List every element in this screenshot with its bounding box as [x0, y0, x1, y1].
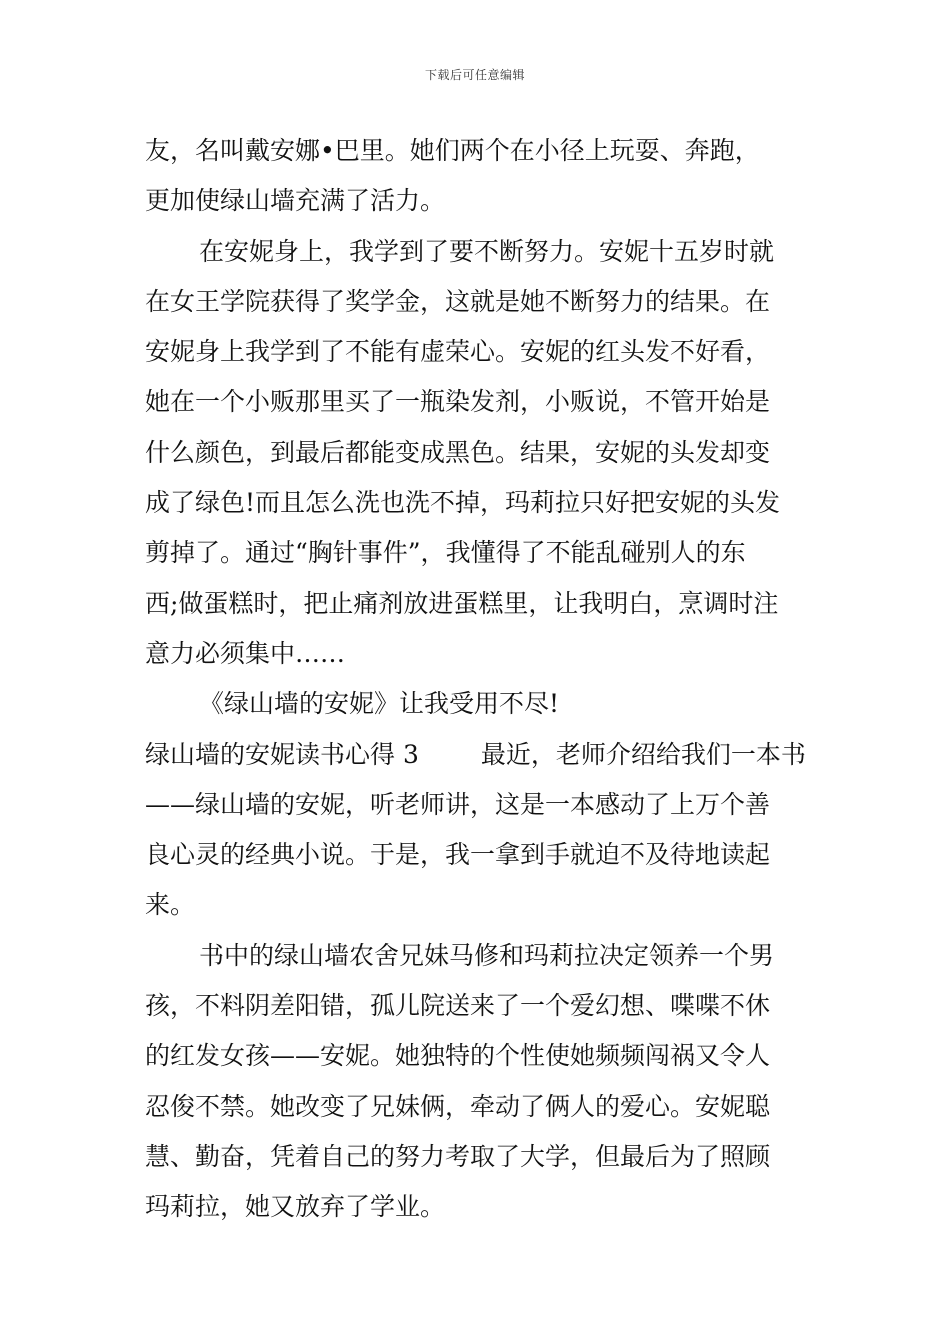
text-line: 意力必须集中……: [145, 638, 346, 668]
document-body: [145, 126, 810, 1233]
text-line: 在安妮身上，我学到了要不断努力。安妮十五岁时就: [199, 236, 775, 266]
text-line: 《绿山墙的安妮》让我受用不尽!: [199, 689, 560, 719]
page-header: 下载后可任意编辑: [424, 68, 525, 82]
text-line: 她在一个小贩那里买了一瓶染发剂，小贩说，不管开始是: [145, 387, 771, 417]
text-line: 在女王学院获得了奖学金，这就是她不断努力的结果。在: [145, 286, 771, 316]
text-line: 忍俊不禁。她改变了兄妹俩，牵动了俩人的爱心。安妮聪: [145, 1091, 771, 1121]
text-line: 剪掉了。通过“胸针事件”，我懂得了不能乱碰别人的东: [145, 538, 746, 568]
text-line: 安妮身上我学到了不能有虚荣心。安妮的红头发不好看，: [145, 337, 771, 367]
text-line: 什么颜色，到最后都能变成黑色。结果，安妮的头发却变: [145, 437, 771, 467]
text-line: 孩，不料阴差阳错，孤儿院送来了一个爱幻想、喋喋不休: [145, 991, 771, 1021]
text-line: 西;做蛋糕时，把止痛剂放进蛋糕里，让我明白，烹调时注: [145, 588, 779, 618]
text-line: 友，名叫戴安娜•巴里。她们两个在小径上玩耍、奔跑，: [145, 136, 760, 165]
text-line: 玛莉拉，她又放弃了学业。: [145, 1192, 446, 1222]
text-line: 的红发女孩——安妮。她独特的个性使她频频闯祸又令人: [145, 1041, 771, 1071]
paragraph: [145, 126, 810, 227]
text-line: 书中的绿山墙农舍兄妹马修和玛莉拉决定领养一个男: [199, 940, 775, 970]
section-first-line: [145, 730, 810, 780]
section-title: 绿山墙的安妮读书心得 3: [145, 739, 419, 769]
paragraph: [145, 227, 810, 680]
section: [145, 730, 810, 931]
text-fragment: 最近，老师介绍给我们一本书: [480, 739, 806, 769]
text-line: ——绿山墙的安妮，听老师讲，这是一本感动了上万个善: [145, 789, 771, 819]
text-line: 良心灵的经典小说。于是，我一拿到手就迫不及待地读起: [145, 840, 771, 870]
text-line: 成了绿色!而且怎么洗也洗不掉，玛莉拉只好把安妮的头发: [145, 488, 781, 518]
paragraph: [145, 931, 810, 1233]
text-line: 慧、勤奋，凭着自己的努力考取了大学，但最后为了照顾: [145, 1141, 771, 1171]
text-line: 更加使绿山墙充满了活力。: [145, 186, 446, 216]
paragraph: [145, 679, 810, 729]
text-line: 来。: [145, 890, 196, 920]
